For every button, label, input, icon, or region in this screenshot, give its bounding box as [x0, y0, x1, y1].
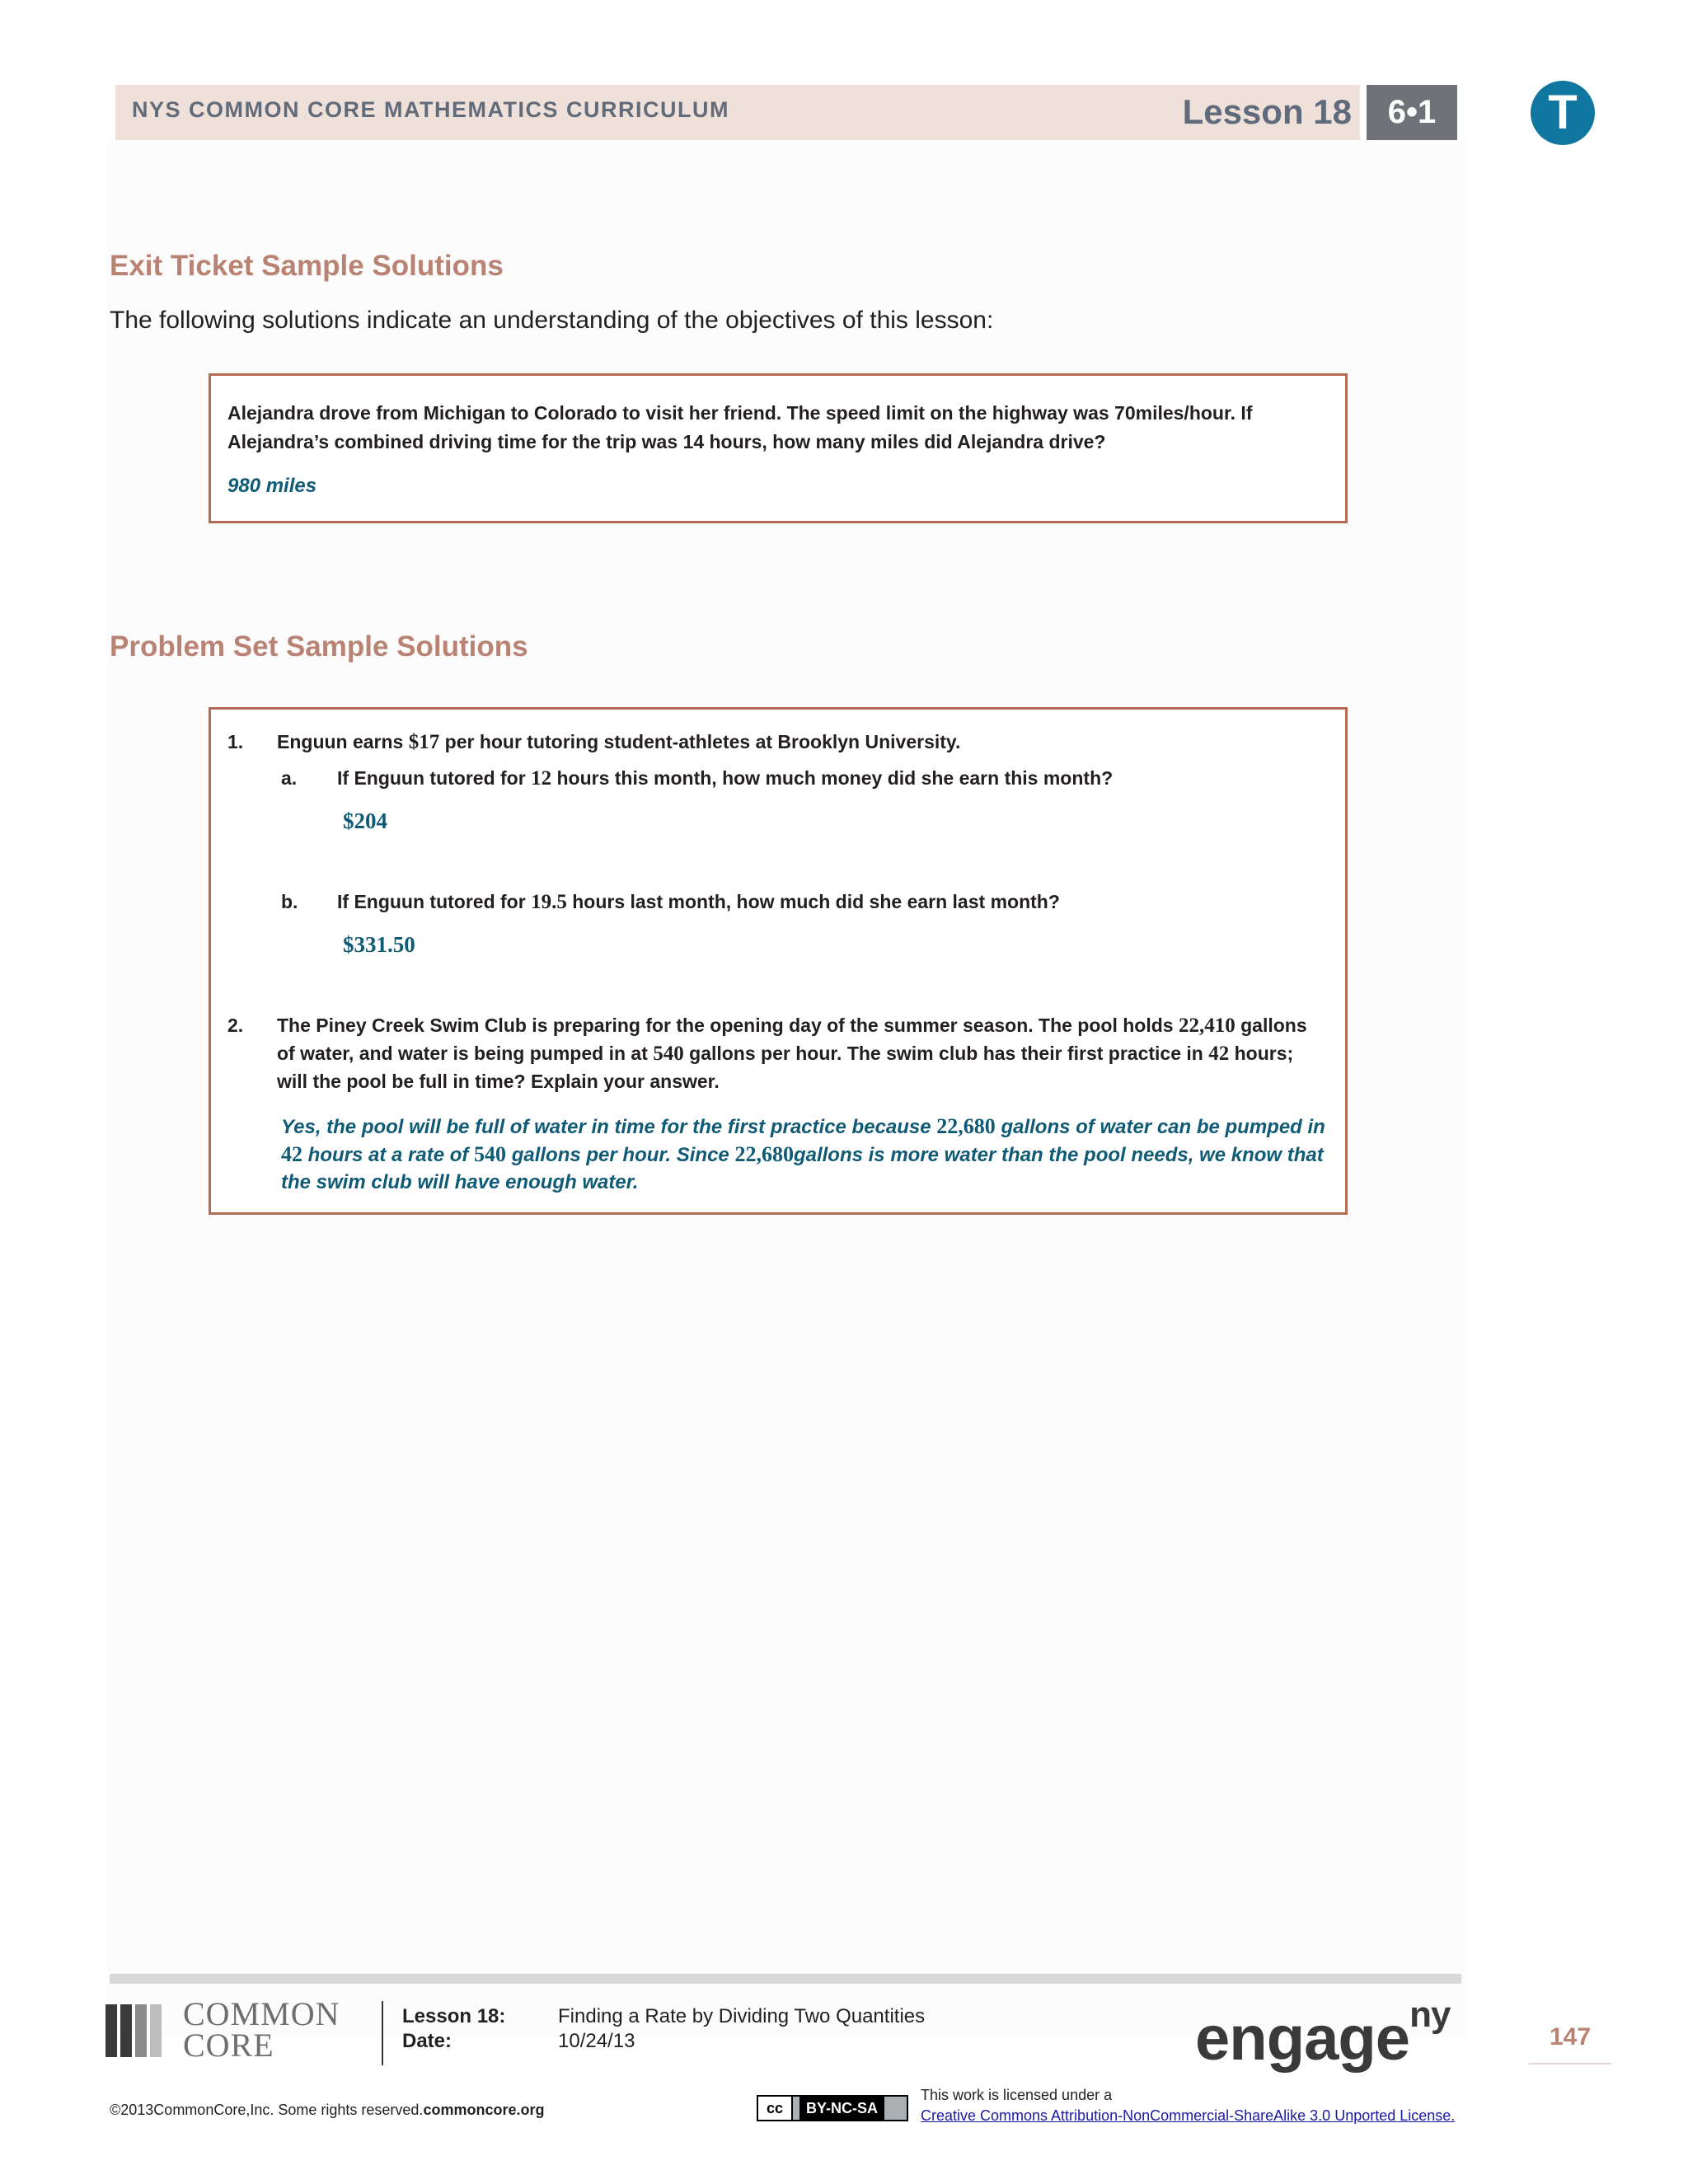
footer-rule — [110, 1974, 1461, 1984]
p2-line2: of water, and water is being pumped in at 540 gallons per hour. The swim club has their first practice in 42 hours; — [277, 1043, 1294, 1065]
p1b-question: If Enguun tutored for 19.5 hours last month, how much did she earn last month? — [337, 891, 1060, 913]
license-link[interactable]: Creative Commons Attribution-NonCommercial-ShareAlike 3.0 Unported License. — [921, 2107, 1456, 2124]
p1a-question: If Enguun tutored for 12 hours this month, how much money did she earn this month? — [337, 767, 1114, 790]
exit-ticket-title: Exit Ticket Sample Solutions — [110, 250, 504, 282]
engageny-logo: engage$^{ny}$ — [1195, 1994, 1451, 2074]
problem-set-box — [209, 707, 1348, 1215]
teacher-badge-icon: T — [1531, 81, 1595, 145]
p1-number: 1. — [227, 731, 244, 752]
exit-ticket-box — [209, 373, 1348, 523]
common-core-logo: COMMON CORE — [183, 1995, 340, 2064]
p2-line3: will the pool be full in time? Explain your answer. — [277, 1071, 720, 1092]
license-text: This work is licensed under a — [921, 2087, 1113, 2103]
p1b-label: b. — [281, 891, 298, 912]
footer-date-label: Date: — [402, 2030, 452, 2052]
footer-lesson-label: Lesson 18: — [402, 2005, 506, 2027]
copyright: ©2013CommonCore,Inc. Some rights reserved.commoncore.org — [110, 2102, 545, 2118]
intro-text: The following solutions indicate an understanding of the objectives of this lesson: — [110, 307, 994, 334]
page-number: 147 — [1549, 2023, 1592, 2050]
p1-stem: Enguun earns $17 per hour tutoring student-athletes at Brooklyn University. — [277, 731, 961, 753]
p1b-answer: $331.50 — [343, 932, 415, 957]
p2-line1: The Piney Creek Swim Club is preparing for the opening day of the summer season. The pool holds 22,410 gallons — [277, 1015, 1307, 1037]
exit-question-line1: Alejandra drove from Michigan to Colorado to visit her friend. The speed limit on the highway was 70miles/hour. If — [227, 402, 1253, 424]
commoncore-link[interactable]: commoncore.org — [423, 2102, 545, 2118]
p2-number: 2. — [227, 1015, 244, 1036]
footer-date: 10/24/13 — [558, 2030, 635, 2052]
page-number-rule — [1529, 2063, 1611, 2064]
p2-answer-line2: 42 hours at a rate of 540 gallons per hour. Since 22,680gallons is more water than the pool needs, we know that — [281, 1142, 1324, 1166]
footer-lesson-title: Finding a Rate by Dividing Two Quantities — [558, 2005, 926, 2027]
cc-license-badge-icon: cc BY-NC-SA — [757, 2095, 908, 2121]
p1a-label: a. — [281, 767, 298, 789]
exit-answer: 980 miles — [227, 475, 317, 497]
lesson-label: Lesson 18 — [1182, 92, 1352, 131]
exit-question-line2: Alejandra’s combined driving time for the trip was 14 hours, how many miles did Alejandra drive? — [227, 431, 1106, 452]
common-core-logo-bars-icon — [106, 2004, 180, 2057]
grade-module-badge: 6•1 — [1367, 85, 1457, 140]
problem-set-title: Problem Set Sample Solutions — [110, 630, 528, 663]
curriculum-title: NYS COMMON CORE MATHEMATICS CURRICULUM — [132, 97, 729, 122]
footer-separator — [382, 2001, 383, 2065]
p1a-answer: $204 — [343, 808, 387, 833]
p2-answer-line1: Yes, the pool will be full of water in time for the first practice because 22,680 gallons of water can be pumped in — [281, 1114, 1325, 1138]
p2-answer-line3: the swim club will have enough water. — [281, 1171, 639, 1193]
